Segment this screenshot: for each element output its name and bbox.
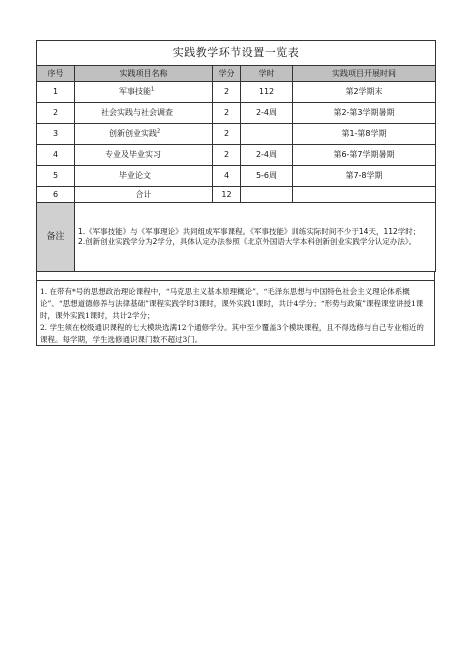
row-time: 第2-第3学期暑期	[293, 103, 436, 124]
row-hours: 2-4周	[241, 103, 293, 124]
row-hours: 5-6周	[241, 166, 293, 187]
note-line-1: 1.《军事技能》与《军事理论》共同组成军事课程。《军事技能》训练实际时间不少于14天，112学时；	[78, 227, 421, 236]
total-row	[37, 187, 436, 203]
header-time: 实践项目开展时间	[293, 66, 436, 82]
row-name: 创新创业实践$^2$	[75, 124, 213, 145]
total-label: 合计	[75, 187, 213, 203]
footnote-line-1: 1. 在带有*号的思想政治理论课程中，“马克思主义基本原理概论”、“毛泽东思想与中国特色社会主义理论体系概论”、“思想道德修养与法律基础”课程实践学时3课时，课外实践1课时，共计4学分；“形势与政策”课程课堂讲授1课时，课外实践1课时，共计2学分；	[40, 287, 424, 320]
spacer	[36, 272, 435, 280]
row-name: 社会实践与社会调查	[75, 103, 213, 124]
row-seq: 2	[37, 103, 75, 124]
row-seq: 1	[37, 82, 75, 103]
table-row	[37, 145, 436, 166]
practice-table	[36, 40, 436, 272]
row-seq: 4	[37, 145, 75, 166]
note-label: 备注	[37, 203, 75, 272]
row-seq: 5	[37, 166, 75, 187]
row-time: 第7-8学期	[293, 166, 436, 187]
table-row	[37, 124, 436, 145]
row-name: 毕业论文	[75, 166, 213, 187]
row-hours	[241, 124, 293, 145]
table-row	[37, 82, 436, 103]
footnotes	[36, 280, 435, 346]
note-line-2: 2.创新创业实践学分为2学分，具体认定办法参照《北京外国语大学本科创新创业实践学分认定办法》。	[78, 237, 417, 246]
header-name: 实践项目名称	[75, 66, 213, 82]
header-hours: 学时	[241, 66, 293, 82]
row-name: 专业及毕业实习	[75, 145, 213, 166]
note-row	[37, 203, 436, 272]
row-name: 军事技能$^1$	[75, 82, 213, 103]
table-row	[37, 166, 436, 187]
header-row	[37, 66, 436, 82]
row-credit: 2	[213, 82, 241, 103]
header-seq: 序号	[37, 66, 75, 82]
row-seq: 3	[37, 124, 75, 145]
total-time	[293, 187, 436, 203]
row-credit: 2	[213, 124, 241, 145]
header-credit: 学分	[213, 66, 241, 82]
row-time: 第6-第7学期暑期	[293, 145, 436, 166]
note-text	[75, 203, 436, 272]
row-time: 第1-第8学期	[293, 124, 436, 145]
total-credit: 12	[213, 187, 241, 203]
row-credit: 4	[213, 166, 241, 187]
row-credit: 2	[213, 145, 241, 166]
table-title: 实践教学环节设置一览表	[37, 41, 436, 66]
practice-sheet	[36, 40, 435, 346]
table-row	[37, 103, 436, 124]
row-time: 第2学期末	[293, 82, 436, 103]
row-hours: 112	[241, 82, 293, 103]
total-hours	[241, 187, 293, 203]
footnote-line-2: 2. 学生须在校级通识课程的七大模块选满12个通修学分。其中至少覆盖3个模块课程，且不得选修与自己专业相近的课程。每学期，学生选修通识课门数不超过3门。	[40, 323, 424, 344]
row-credit: 2	[213, 103, 241, 124]
total-seq: 6	[37, 187, 75, 203]
row-hours: 2-4周	[241, 145, 293, 166]
